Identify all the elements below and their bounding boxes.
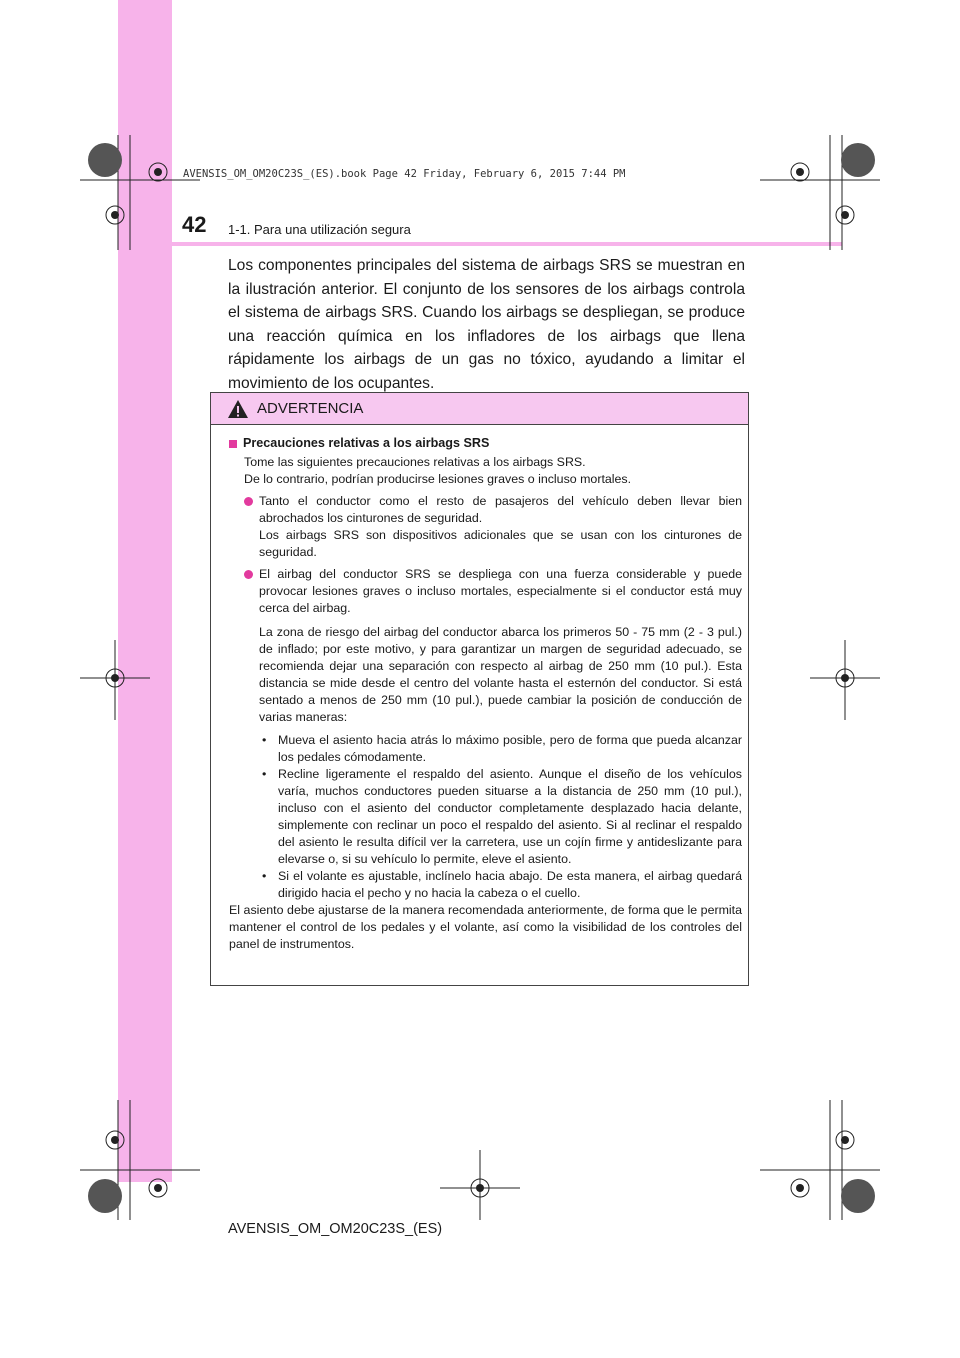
page-number: 42 — [182, 212, 207, 237]
registration-mark-icon — [88, 143, 875, 1213]
list-item-text: Si el volante es ajustable, inclínelo hacia abajo. De esta manera, el airbag quedará dirigido hacia el pecho y no hacia la cabeza o el cuello. — [278, 869, 742, 900]
warning-bullet-1b: Los airbags SRS son dispositivos adicionales que se usan con los cinturones de seguridad. — [259, 528, 742, 559]
list-marker: • — [262, 767, 267, 781]
warning-lead-2: De lo contrario, podrían producirse lesiones graves o incluso mortales. — [244, 472, 632, 486]
warning-lead-1: Tome las siguientes precauciones relativas a los airbags SRS. — [244, 455, 586, 469]
footer-code: AVENSIS_OM_OM20C23S_(ES) — [228, 1221, 443, 1237]
intro-paragraph: Los componentes principales del sistema de airbags SRS se muestran en la ilustración anterior. El conjunto de los sensores de los airbags controla el sistema de airbags SRS. Cuando los airbags se despliegan, se produce una reacción química en los infladores de los airbags que llena rápidamente los airbags de un gas no tóxico, ayudando a limitar el movimiento de los ocupantes. — [228, 257, 745, 392]
warning-title: ADVERTENCIA — [257, 400, 364, 417]
warning-subtitle-text: Precauciones relativas a los airbags SRS — [243, 436, 490, 450]
list-marker: • — [262, 869, 267, 883]
warning-closing: El asiento debe ajustarse de la manera recomendada anteriormente, de forma que le permita mantener el control de los pedales y el volante, así como la visibilidad de los controles del panel de instrumentos. — [229, 903, 742, 951]
list-item-text: Mueva el asiento hacia atrás lo máximo posible, pero de forma que pueda alcanzar los pedales cómodamente. — [278, 733, 742, 764]
warning-bullet-1a: Tanto el conductor como el resto de pasajeros del vehículo deben llevar bien abrochados los cinturones de seguridad. — [259, 494, 742, 525]
warning-paragraph: La zona de riesgo del airbag del conductor abarca los primeros 50 - 75 mm (2 - 3 pul.) de inflado; por este motivo, y para garantizar un margen de seguridad adecuado, se recomienda dejar una separación con respecto al airbag de 250 mm (10 pul.). Esta distancia se mide desde el centro del volante hasta el esternón del conductor. Si está sentado a menos de 250 mm (10 pul.), puede cambiar la posición de conducción de varias maneras: — [259, 625, 742, 724]
section-title: 1-1. Para una utilización segura — [228, 222, 411, 237]
list-marker: • — [262, 733, 267, 747]
list-item-text: Recline ligeramente el respaldo del asiento. Aunque el diseño de los vehículos varía, muchos conductores pueden situarse a la distancia de 250 mm (10 pul.), incluso con el asiento del conductor completamente desplazado hacia delante, simplemente con reclinar un poco el respaldo del asiento. Si al reclinar el respaldo del asiento le resulta difícil ver la carretera, use un cojín firme y antideslizante para elevarse o, si su vehículo lo permite, eleve el asiento. — [278, 767, 742, 866]
warning-bullet-2-text: El airbag del conductor SRS se despliega con una fuerza considerable y puede provocar lesiones graves o incluso mortales, especialmente si el conductor está muy cerca del airbag. — [259, 567, 742, 615]
book-info: AVENSIS_OM_OM20C23S_(ES).book Page 42 Friday, February 6, 2015 7:44 PM — [183, 168, 626, 180]
